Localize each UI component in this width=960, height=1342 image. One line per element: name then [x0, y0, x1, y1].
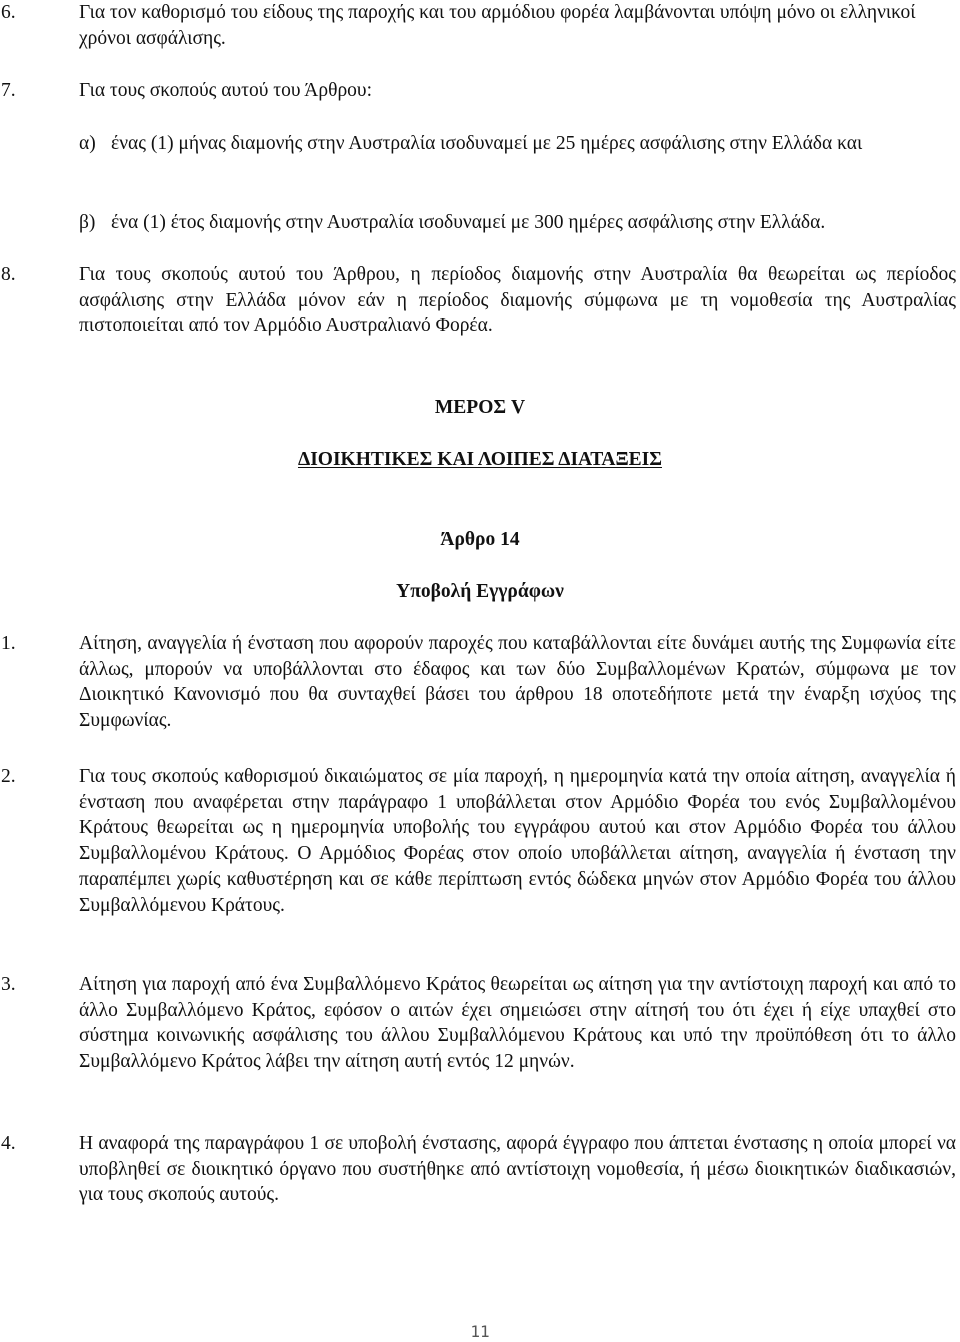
page-number: 11	[470, 1322, 490, 1341]
sub-item-b	[79, 210, 956, 236]
paragraph-1	[0, 631, 956, 734]
paragraph-4	[0, 1131, 956, 1208]
article-subtitle: Υποβολή Εγγράφων	[396, 581, 564, 602]
part-subtitle: ΔΙΟΙΚΗΤΙΚΕΣ ΚΑΙ ΛΟΙΠΕΣ ΔΙΑΤΑΞΕΙΣ	[297, 449, 662, 470]
sub-item-marker: α)	[79, 133, 96, 154]
list-item-6	[0, 0, 956, 51]
item-number: 7.	[1, 80, 16, 101]
paragraph-2	[0, 764, 956, 918]
item-text: Για τους σκοπούς αυτού του Άρθρου, η περίοδος διαμονής στην Αυστραλία θα θεωρείται ως περίοδος ασφάλισης στην Ελλάδα μόνον εάν η περίοδος διαμονής σύμφωνα με τη νομοθεσία της Αυστραλίας πιστοποιείται από τον Αρμόδιο Αυστραλιανό Φορέα.	[79, 264, 956, 337]
paragraph-text: Η αναφορά της παραγράφου 1 σε υποβολή ένστασης, αφορά έγγραφο που άπτεται ένστασης η οποία μπορεί να υποβληθεί σε διοικητικό όργανο που συστήθηκε από αντίστοιχη νομοθεσία, ή μέσω διοικητικών διαδικασιών, για τους σκοπούς αυτούς.	[79, 1133, 956, 1206]
part-subtitle-wrapper	[0, 447, 960, 473]
sub-item-text: ένα (1) έτος διαμονής στην Αυστραλία ισοδυναμεί με 300 ημέρες ασφάλισης στην Ελλάδα.	[111, 212, 826, 233]
paragraph-number: 3.	[1, 974, 16, 995]
sub-item-text: ένας (1) μήνας διαμονής στην Αυστραλία ισοδυναμεί με 25 ημέρες ασφάλισης στην Ελλάδα και	[111, 133, 863, 154]
paragraph-text: Αίτηση για παροχή από ένα Συμβαλλόμενο Κράτος θεωρείται ως αίτηση για την αντίστοιχη παροχή και από το άλλο Συμβαλλόμενο Κράτος, εφόσον ο αιτών έχει σημειώσει στην αίτησή του ότι έχει ή είχε υπαχθεί στο σύστημα κοινωνικής ασφάλισης του άλλου Συμβαλλόμενου Κράτους και υπό την προϋπόθεση ότι το άλλο Συμβαλλόμενο Κράτος λάβει την αίτηση αυτή εντός 12 μηνών.	[79, 974, 956, 1073]
list-item-7	[0, 78, 956, 104]
item-text: Για τον καθορισμό του είδους της παροχής και του αρμόδιου φορέα λαμβάνονται υπόψη μόνο οι ελληνικοί χρόνοι ασφάλισης.	[79, 2, 916, 49]
paragraph-number: 4.	[1, 1133, 16, 1154]
paragraph-number: 1.	[1, 633, 16, 654]
item-number: 8.	[1, 264, 16, 285]
article-title: Άρθρο 14	[440, 529, 520, 550]
sub-item-marker: β)	[79, 212, 96, 233]
paragraph-text: Αίτηση, αναγγελία ή ένσταση που αφορούν παροχές που καταβάλλονται είτε δυνάμει αυτής της Συμφωνία είτε άλλως, μπορούν να υποβάλλονται στο έδαφος και των δύο Συμβαλλομένων Κρατών, σύμφωνα με τον Διοικητικό Κανονισμό που θα συνταχθεί βάσει του άρθρου 18 οποτεδήποτε μετά την έναρξη ισχύος της Συμφωνίας.	[79, 633, 956, 732]
paragraph-3	[0, 972, 956, 1075]
sub-item-a	[79, 131, 956, 157]
paragraph-text: Για τους σκοπούς καθορισμού δικαιώματος σε μία παροχή, η ημερομηνία κατά την οποία αίτηση, αναγγελία ή ένσταση που αναφέρεται στην παράγραφο 1 υποβάλλεται στον Αρμόδιο Φορέα του ενός Συμβαλλομένου Κράτους θεωρείται ως η ημερομηνία υποβολής του εγγράφου αυτού και στον Αρμόδιο Φορέα του άλλου Συμβαλλομένου Κράτους. Ο Αρμόδιος Φορέας στον οποίο υποβάλλεται αίτηση, αναγγελία ή ένσταση την παραπέμπει χωρίς καθυστέρηση και σε κάθε περίπτωση εντός δώδεκα μηνών στον Αρμόδιο Φορέα του άλλου Συμβαλλόμενου Κράτους.	[79, 766, 956, 916]
item-number: 6.	[1, 2, 16, 23]
part-title: ΜΕΡΟΣ V	[434, 397, 526, 418]
paragraph-number: 2.	[1, 766, 16, 787]
item-text: Για τους σκοπούς αυτού του Άρθρου:	[79, 80, 373, 101]
list-item-8	[0, 262, 956, 339]
